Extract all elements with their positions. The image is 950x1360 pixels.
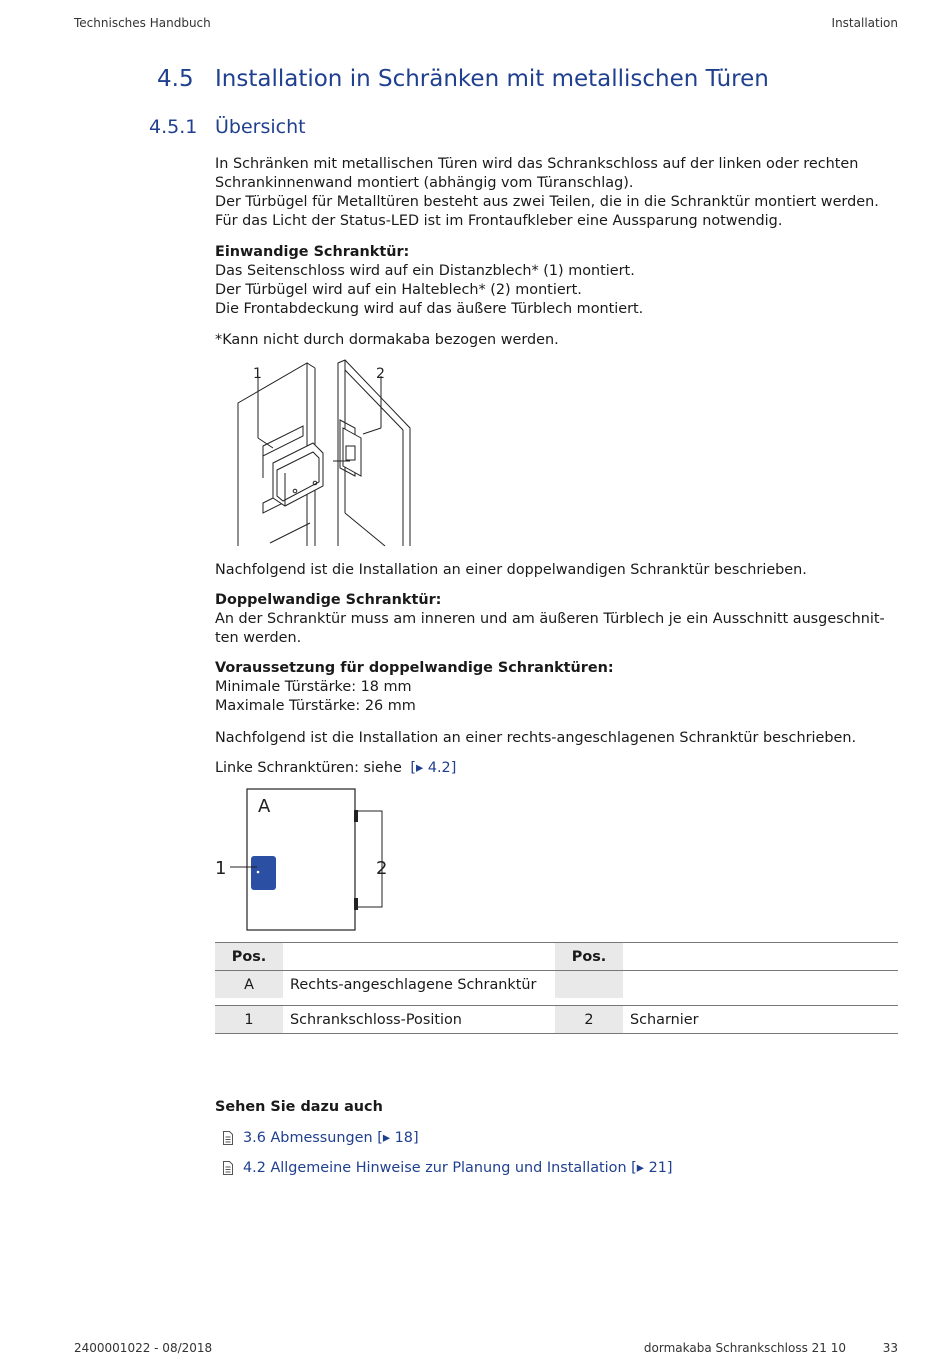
see-also-link-text: 3.6 Abmessungen [▸ 18] — [243, 1130, 419, 1146]
position-table — [215, 942, 898, 1034]
single-wall-line: Das Seitenschloss wird auf ein Distanzblech* (1) montiert. — [215, 263, 635, 279]
intro-line: Für das Licht der Status-LED ist im Frontaufkleber eine Aussparung notwendig. — [215, 213, 783, 229]
requirement-line: Minimale Türstärke: 18 mm — [215, 679, 412, 695]
intro-paragraph — [215, 155, 895, 231]
intro-line: Schrankinnenwand montiert (abhängig vom Türanschlag). — [215, 175, 634, 191]
footer-doc-number: 2400001022 - 08/2018 — [74, 1341, 213, 1355]
figure2-label-a: A — [258, 796, 271, 817]
footer-page-number: 33 — [882, 1341, 898, 1355]
see-also-title: Sehen Sie dazu auch — [215, 1099, 383, 1115]
header-right: Installation — [831, 16, 898, 30]
single-wall-block — [215, 243, 895, 319]
table-header-cell: Pos. — [555, 943, 623, 971]
table-spacer — [215, 998, 898, 1006]
double-wall-line: ten werden. — [215, 630, 302, 646]
intro-line: Der Türbügel für Metalltüren besteht aus zwei Teilen, die in die Schranktür montiert werden. — [215, 194, 879, 210]
requirement-heading: Voraussetzung für doppelwandige Schranktüren: — [215, 660, 614, 676]
single-wall-heading: Einwandige Schranktür: — [215, 244, 410, 260]
see-also-link-text: 4.2 Allgemeine Hinweise zur Planung und Installation [▸ 21] — [243, 1160, 673, 1176]
table-header-cell — [623, 943, 898, 971]
requirement-block — [215, 659, 895, 716]
double-wall-block — [215, 591, 895, 648]
table-row — [215, 971, 898, 999]
figure2-label-2: 2 — [376, 858, 388, 879]
table-header-row — [215, 943, 898, 971]
double-wall-heading: Doppelwandige Schranktür: — [215, 592, 442, 608]
requirement-line: Maximale Türstärke: 26 mm — [215, 698, 416, 714]
right-hinged-text: Nachfolgend ist die Installation an einer rechts-angeschlagenen Schranktür beschrieben. — [215, 730, 857, 746]
single-wall-line: Der Türbügel wird auf ein Halteblech* (2) montiert. — [215, 282, 582, 298]
document-icon — [222, 1131, 234, 1145]
left-doors-link[interactable]: [▸ 4.2] — [410, 760, 457, 776]
header-left: Technisches Handbuch — [74, 16, 211, 30]
table-cell: Schrankschloss-Position — [283, 1006, 555, 1034]
table-cell: Rechts-angeschlagene Schranktür — [290, 976, 537, 993]
table-header-cell: Pos. — [215, 943, 283, 971]
figure2-label-1: 1 — [215, 858, 227, 879]
footer-product: dormakaba Schrankschloss 21 10 — [643, 1341, 846, 1355]
double-wall-line: An der Schranktür muss am inneren und am äußeren Türblech je ein Ausschnitt ausgeschnit- — [215, 611, 885, 627]
figure1-callout-2: 2 — [376, 366, 385, 382]
left-doors-line — [215, 759, 895, 778]
figure1-callout-1: 1 — [253, 366, 262, 382]
subsection-number: 4.5.1 — [149, 116, 198, 138]
document-icon — [222, 1161, 234, 1175]
table-cell: 2 — [555, 1006, 623, 1034]
section-title: Installation in Schränken mit metallischen Türen — [215, 66, 769, 92]
footnote: *Kann nicht durch dormakaba bezogen werden. — [215, 332, 559, 348]
single-wall-line: Die Frontabdeckung wird auf das äußere Türblech montiert. — [215, 301, 644, 317]
double-intro: Nachfolgend ist die Installation an einer doppelwandigen Schranktür beschrieben. — [215, 562, 807, 578]
table-cell — [623, 971, 898, 999]
mounting-illustration — [225, 358, 425, 550]
section-number: 4.5 — [157, 66, 194, 92]
table-row — [215, 1006, 898, 1034]
table-cell: Scharnier — [623, 1006, 898, 1034]
see-also-link[interactable] — [222, 1160, 673, 1176]
door-diagram — [205, 782, 405, 937]
table-header-cell — [283, 943, 555, 971]
table-cell: A — [215, 971, 283, 999]
table-cell — [555, 971, 623, 999]
subsection-title: Übersicht — [215, 116, 306, 138]
left-doors-text: Linke Schranktüren: siehe — [215, 760, 407, 776]
see-also-link[interactable] — [222, 1130, 419, 1146]
intro-line: In Schränken mit metallischen Türen wird das Schrankschloss auf der linken oder rechten — [215, 156, 859, 172]
table-cell: 1 — [215, 1006, 283, 1034]
